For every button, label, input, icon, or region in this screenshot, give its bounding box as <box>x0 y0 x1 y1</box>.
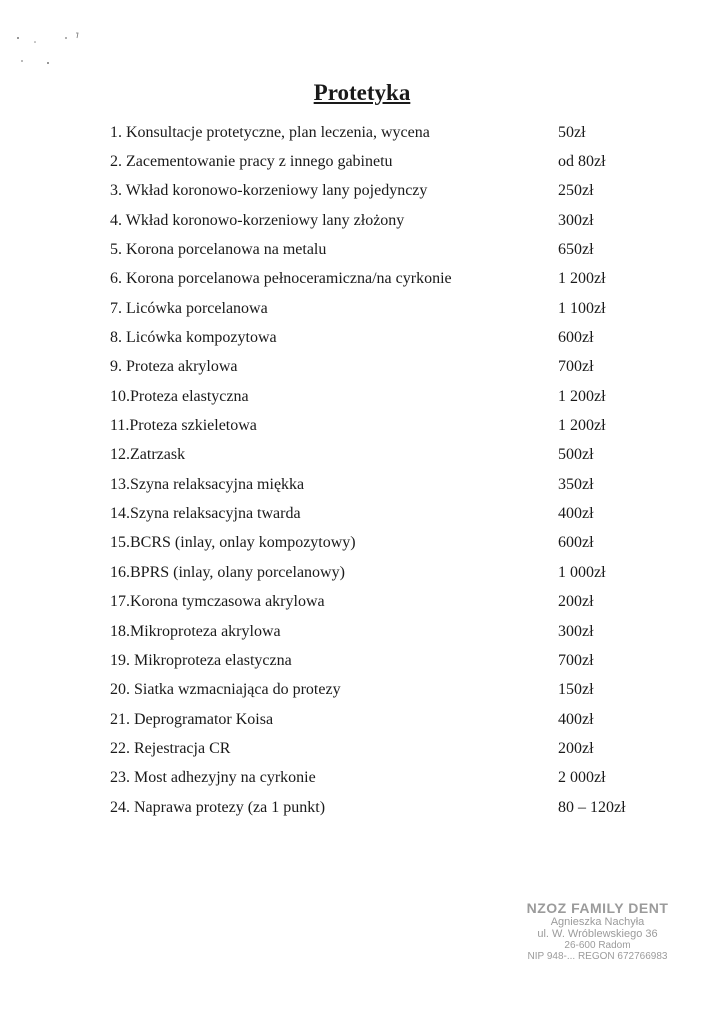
service-name: 12.Zatrzask <box>110 446 186 464</box>
price-list-item <box>110 353 670 382</box>
price-list-item <box>110 323 670 352</box>
price-list-item <box>110 705 670 734</box>
service-price: 650zł <box>558 241 594 259</box>
service-price: 200zł <box>558 593 594 611</box>
price-list-item <box>110 294 670 323</box>
price-list-item <box>110 235 670 264</box>
service-price: 700zł <box>558 651 594 669</box>
service-price: od 80zł <box>558 153 606 171</box>
stamp-clinic-name: NZOZ FAMILY DENT <box>526 900 669 916</box>
service-price: 400zł <box>558 505 594 523</box>
service-price: 300zł <box>558 622 594 640</box>
service-name: 13.Szyna relaksacyjna miękka <box>110 475 305 493</box>
price-list-item <box>110 441 670 470</box>
stamp-owner: Agnieszka Nachyła <box>550 916 645 928</box>
service-name: 24. Naprawa protezy (za 1 punkt) <box>110 798 326 816</box>
service-name: 21. Deprogramator Koisa <box>110 710 274 728</box>
service-price: 350zł <box>558 475 594 493</box>
price-list-item <box>110 382 670 411</box>
service-name: 20. Siatka wzmacniająca do protezy <box>110 681 341 699</box>
service-name: 23. Most adhezyjny na cyrkonie <box>110 769 316 787</box>
service-name: 1. Konsultacje protetyczne, plan leczenia, wycena <box>110 123 430 141</box>
service-price: 200zł <box>558 739 594 757</box>
service-price: 1 100zł <box>558 299 606 317</box>
price-list-item <box>110 734 670 763</box>
price-list-item <box>110 676 670 705</box>
price-list-item <box>110 147 670 176</box>
price-list-item <box>110 764 670 793</box>
service-name: 18.Mikroproteza akrylowa <box>110 622 281 640</box>
service-price: 1 200zł <box>558 270 606 288</box>
service-name: 15.BCRS (inlay, onlay kompozytowy) <box>110 534 356 552</box>
service-name: 6. Korona porcelanowa pełnoceramiczna/na cyrkonie <box>110 270 452 288</box>
service-price: 400zł <box>558 710 594 728</box>
price-list-item <box>110 470 670 499</box>
service-name: 10.Proteza elastyczna <box>110 387 249 405</box>
price-list-item <box>110 793 670 822</box>
service-name: 3. Wkład koronowo-korzeniowy lany pojedynczy <box>110 182 428 200</box>
service-price: 600zł <box>558 329 594 347</box>
stamp-city: 26-600 Radom <box>564 940 631 951</box>
price-list-item <box>110 617 670 646</box>
price-list-item <box>110 177 670 206</box>
service-name: 11.Proteza szkieletowa <box>110 417 257 435</box>
price-list-item <box>110 265 670 294</box>
service-name: 16.BPRS (inlay, olany porcelanowy) <box>110 563 345 581</box>
price-list-item <box>110 588 670 617</box>
service-price: 250zł <box>558 182 594 200</box>
service-price: 2 000zł <box>558 769 606 787</box>
stamp-ids: NIP 948-... REGON 672766983 <box>527 951 668 962</box>
service-name: 22. Rejestracja CR <box>110 739 231 757</box>
service-name: 7. Licówka porcelanowa <box>110 299 268 317</box>
price-list-item <box>110 411 670 440</box>
service-name: 9. Proteza akrylowa <box>110 358 238 376</box>
service-price: 500zł <box>558 446 594 464</box>
service-price: 1 200zł <box>558 417 606 435</box>
service-price: 1 200zł <box>558 387 606 405</box>
price-list-item <box>110 118 670 147</box>
service-name: 14.Szyna relaksacyjna twarda <box>110 505 301 523</box>
service-price: 300zł <box>558 211 594 229</box>
service-name: 2. Zacementowanie pracy z innego gabinetu <box>110 153 393 171</box>
service-price: 80 – 120zł <box>558 798 626 816</box>
price-list-item <box>110 499 670 528</box>
price-list-item <box>110 529 670 558</box>
clinic-stamp <box>510 900 685 962</box>
page-title: Protetyka <box>313 80 411 105</box>
price-list-item <box>110 558 670 587</box>
price-list <box>110 118 670 822</box>
stamp-street: ul. W. Wróblewskiego 36 <box>537 928 658 940</box>
service-name: 4. Wkład koronowo-korzeniowy lany złożony <box>110 211 405 229</box>
service-name: 17.Korona tymczasowa akrylowa <box>110 593 325 611</box>
service-price: 150zł <box>558 681 594 699</box>
service-name: 19. Mikroproteza elastyczna <box>110 651 292 669</box>
service-name: 5. Korona porcelanowa na metalu <box>110 241 327 259</box>
service-price: 1 000zł <box>558 563 606 581</box>
service-price: 700zł <box>558 358 594 376</box>
scan-specks <box>0 0 120 80</box>
price-list-item <box>110 206 670 235</box>
service-price: 50zł <box>558 123 586 141</box>
price-list-item <box>110 646 670 675</box>
service-name: 8. Licówka kompozytowa <box>110 329 277 347</box>
service-price: 600zł <box>558 534 594 552</box>
